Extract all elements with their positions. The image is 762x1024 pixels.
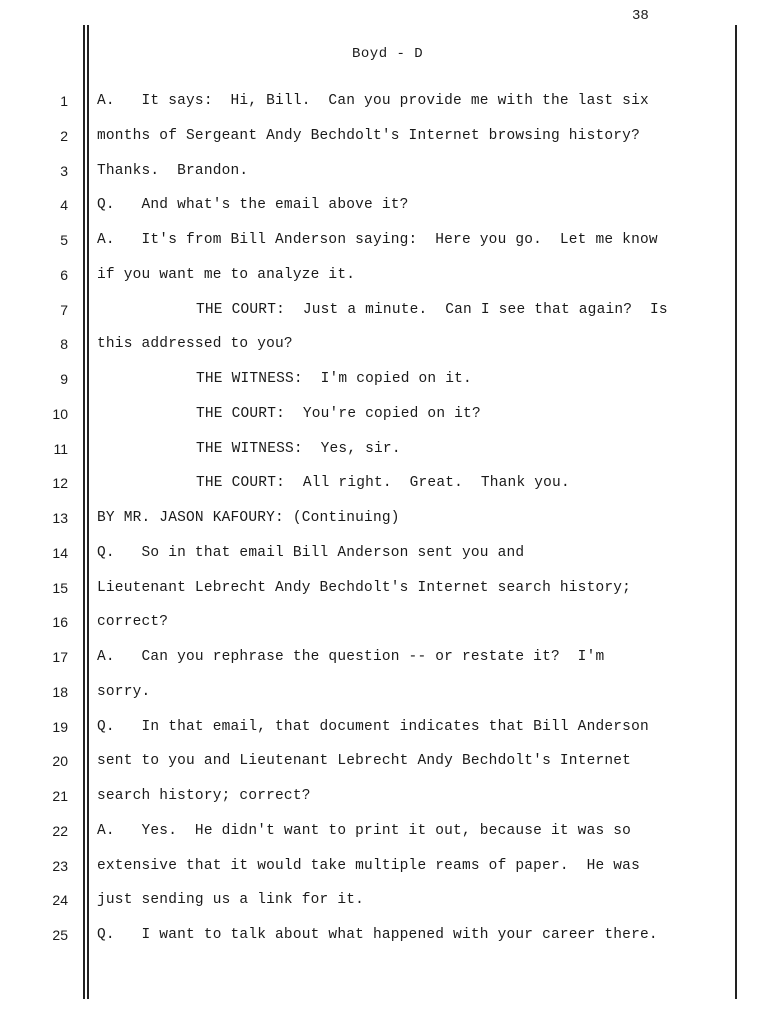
- transcript-line: [0, 545, 762, 565]
- line-number: 11: [53, 440, 68, 457]
- line-number: 14: [52, 544, 68, 561]
- line-text: extensive that it would take multiple reams of paper. He was: [97, 857, 640, 874]
- transcript-line: [0, 267, 762, 287]
- transcript-line: [0, 475, 762, 495]
- line-text: Lieutenant Lebrecht Andy Bechdolt's Internet search history;: [97, 579, 632, 596]
- transcript-line: [0, 927, 762, 947]
- transcript-line: [0, 336, 762, 356]
- transcript-line: [0, 510, 762, 530]
- line-text: THE WITNESS: I'm copied on it.: [196, 371, 472, 387]
- line-number: 8: [60, 336, 68, 353]
- line-number: 10: [52, 405, 68, 422]
- transcript-line: [0, 232, 762, 252]
- line-number: 5: [60, 232, 68, 248]
- transcript-line: [0, 858, 762, 878]
- line-number: 25: [52, 927, 68, 943]
- line-number: 18: [52, 683, 68, 700]
- line-number: 20: [52, 753, 68, 770]
- transcript-line: [0, 788, 762, 808]
- line-number: 15: [52, 579, 68, 596]
- line-text: A. It says: Hi, Bill. Can you provide me with the last six: [97, 93, 649, 109]
- line-text: A. Can you rephrase the question -- or restate it? I'm: [97, 649, 605, 665]
- transcript-line: [0, 684, 762, 704]
- line-text: THE COURT: Just a minute. Can I see that again? Is: [196, 301, 668, 318]
- line-text: if you want me to analyze it.: [97, 266, 356, 283]
- transcript-line: [0, 719, 762, 739]
- transcript-line: [0, 649, 762, 669]
- line-number: 24: [52, 892, 68, 909]
- line-text: Q. In that email, that document indicates that Bill Anderson: [97, 718, 649, 735]
- transcript-line: [0, 614, 762, 634]
- line-number: 1: [60, 93, 68, 109]
- transcript-line: [0, 302, 762, 322]
- line-number: 23: [52, 857, 68, 874]
- transcript-line: [0, 197, 762, 217]
- transcript-line: [0, 441, 762, 461]
- transcript-line: [0, 93, 762, 113]
- line-number: 19: [52, 718, 68, 735]
- line-text: A. It's from Bill Anderson saying: Here you go. Let me know: [97, 232, 658, 248]
- line-text: sorry.: [97, 683, 151, 700]
- line-text: just sending us a link for it.: [97, 892, 365, 909]
- line-number: 17: [52, 649, 68, 665]
- transcript-line: [0, 371, 762, 391]
- line-number: 22: [52, 822, 68, 839]
- line-text: BY MR. JASON KAFOURY: (Continuing): [97, 510, 400, 526]
- line-text: Q. So in that email Bill Anderson sent you and: [97, 544, 525, 561]
- line-text: A. Yes. He didn't want to print it out, because it was so: [97, 822, 632, 839]
- line-text: THE COURT: All right. Great. Thank you.: [196, 475, 570, 492]
- transcript-line: [0, 892, 762, 912]
- transcript-line: [0, 580, 762, 600]
- line-number: 13: [52, 510, 68, 526]
- line-number: 6: [60, 266, 68, 283]
- line-number: 3: [60, 162, 68, 179]
- line-number: 12: [52, 475, 68, 492]
- line-text: sent to you and Lieutenant Lebrecht Andy Bechdolt's Internet: [97, 753, 632, 770]
- transcript-line: [0, 823, 762, 843]
- line-text: months of Sergeant Andy Bechdolt's Internet browsing history?: [97, 127, 640, 144]
- line-text: this addressed to you?: [97, 336, 293, 353]
- line-text: Thanks. Brandon.: [97, 162, 249, 179]
- line-number: 21: [52, 788, 68, 804]
- line-number: 4: [60, 197, 68, 214]
- transcript-line: [0, 163, 762, 183]
- page-header: Boyd - D: [352, 46, 424, 62]
- line-number: 16: [52, 614, 68, 631]
- line-text: search history; correct?: [97, 788, 311, 804]
- transcript-line: [0, 128, 762, 148]
- line-number: 2: [60, 127, 68, 144]
- page-number: 38: [632, 8, 649, 24]
- line-text: correct?: [97, 614, 169, 631]
- line-text: THE COURT: You're copied on it?: [196, 405, 481, 422]
- line-text: Q. I want to talk about what happened with your career there.: [97, 927, 658, 943]
- transcript-line: [0, 753, 762, 773]
- transcript-line: [0, 406, 762, 426]
- line-number: 9: [60, 371, 68, 387]
- line-text: Q. And what's the email above it?: [97, 197, 409, 214]
- line-number: 7: [60, 301, 68, 318]
- line-text: THE WITNESS: Yes, sir.: [196, 440, 401, 457]
